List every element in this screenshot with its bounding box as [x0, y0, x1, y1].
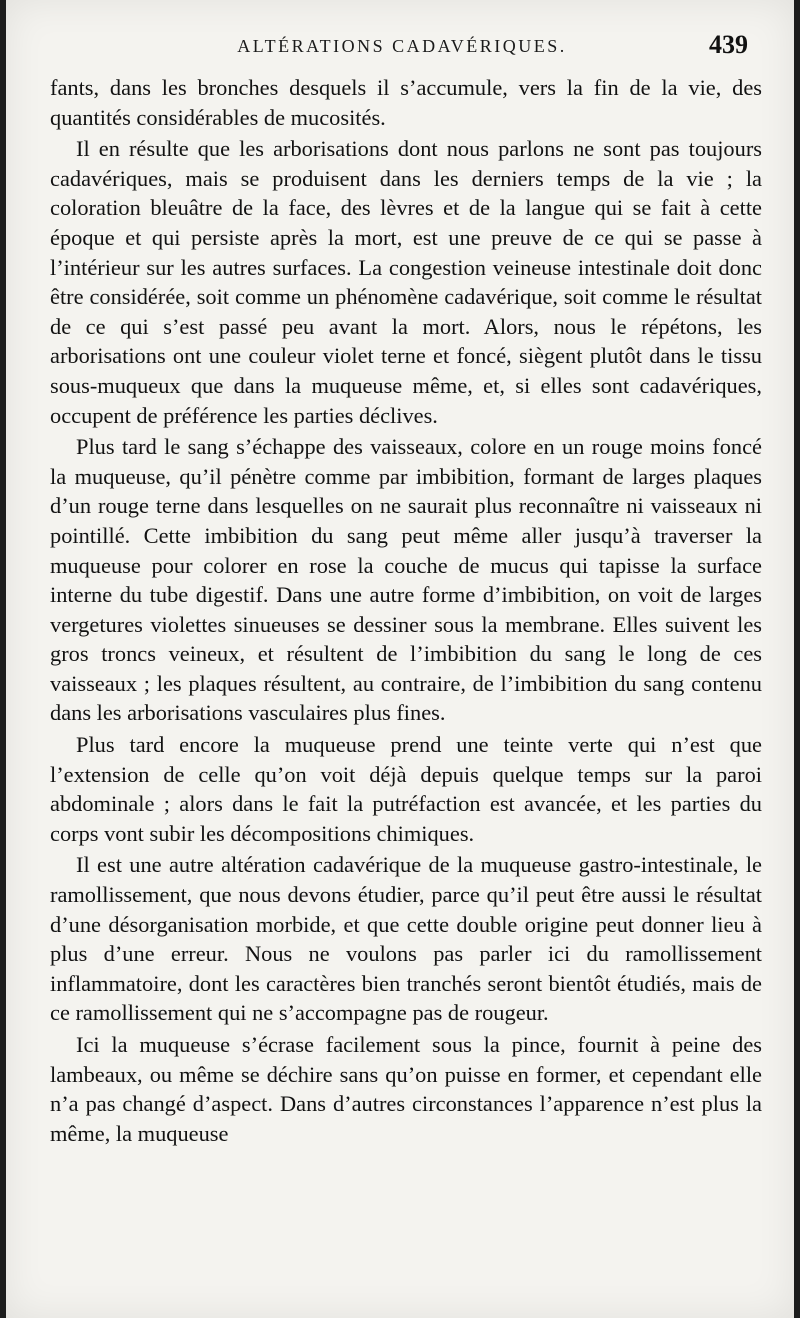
paragraph-1: fants, dans les bronches desquels il s’accumule, vers la fin de la vie, des quantités considérables de mucosités.	[50, 75, 762, 130]
page-number: 439	[709, 30, 748, 59]
book-page	[6, 0, 794, 1318]
paragraph-3: Plus tard le sang s’échappe des vaisseaux, colore en un rouge moins foncé la muqueuse, qu’il pénètre comme par imbibition, formant de larges plaques d’un rouge terne dans lesquelles on ne saurait plus reconnaître ni vaisseaux ni pointillé. Cette imbibition du sang peut même aller jusqu’à traverser la muqueuse pour colorer en rose la couche de mucus qui tapisse la surface interne du tube digestif. Dans une autre forme d’imbibition, on voit de larges vergetures violettes sinueuses se dessiner sous la membrane. Elles suivent les gros troncs veineux, et résultent de l’imbibition du sang le long de ces vaisseaux ; les plaques résultent, au contraire, de l’imbibition du sang contenu dans les arborisations vasculaires plus fines.	[50, 434, 762, 726]
page-header	[50, 30, 754, 64]
paragraph-4: Plus tard encore la muqueuse prend une teinte verte qui n’est que l’extension de celle qu’on voit déjà depuis quelque temps sur la paroi abdominale ; alors dans le fait la putréfaction est avancée, et les parties du corps vont subir les décompositions chimiques.	[50, 732, 762, 846]
paragraph-6: Ici la muqueuse s’écrase facilement sous la pince, fournit à peine des lambeaux, ou même se déchire sans qu’on puisse en former, et cependant elle n’a pas changé d’aspect. Dans d’autres circonstances l’apparence n’est plus la même, la muqueuse	[50, 1032, 762, 1146]
running-title: ALTÉRATIONS CADAVÉRIQUES.	[237, 36, 567, 56]
paragraph-5: Il est une autre altération cadavérique de la muqueuse gastro-intestinale, le ramollissement, que nous devons étudier, parce qu’il peut être aussi le résultat d’une désorganisation morbide, et que cette double origine peut donner lieu à plus d’une erreur. Nous ne voulons pas parler ici du ramollissement inflammatoire, dont les caractères bien tranchés seront bientôt étudiés, mais de ce ramollissement qui ne s’accompagne pas de rougeur.	[50, 852, 762, 1026]
paragraph-2: Il en résulte que les arborisations dont nous parlons ne sont pas toujours cadavériques, mais se produisent dans les derniers temps de la vie ; la coloration bleuâtre de la face, des lèvres et de la langue qui se fait à cette époque et qui persiste après la mort, est une preuve de ce qui se passe à l’intérieur sur les autres surfaces. La congestion veineuse intestinale doit donc être considérée, soit comme un phénomène cadavérique, soit comme le résultat de ce qui s’est passé peu avant la mort. Alors, nous le répétons, les arborisations ont une couleur violet terne et foncé, siègent plutôt dans le tissu sous-muqueux que dans la muqueuse même, et, si elles sont cadavériques, occupent de préférence les parties déclives.	[50, 136, 762, 428]
body-text	[50, 73, 762, 1148]
